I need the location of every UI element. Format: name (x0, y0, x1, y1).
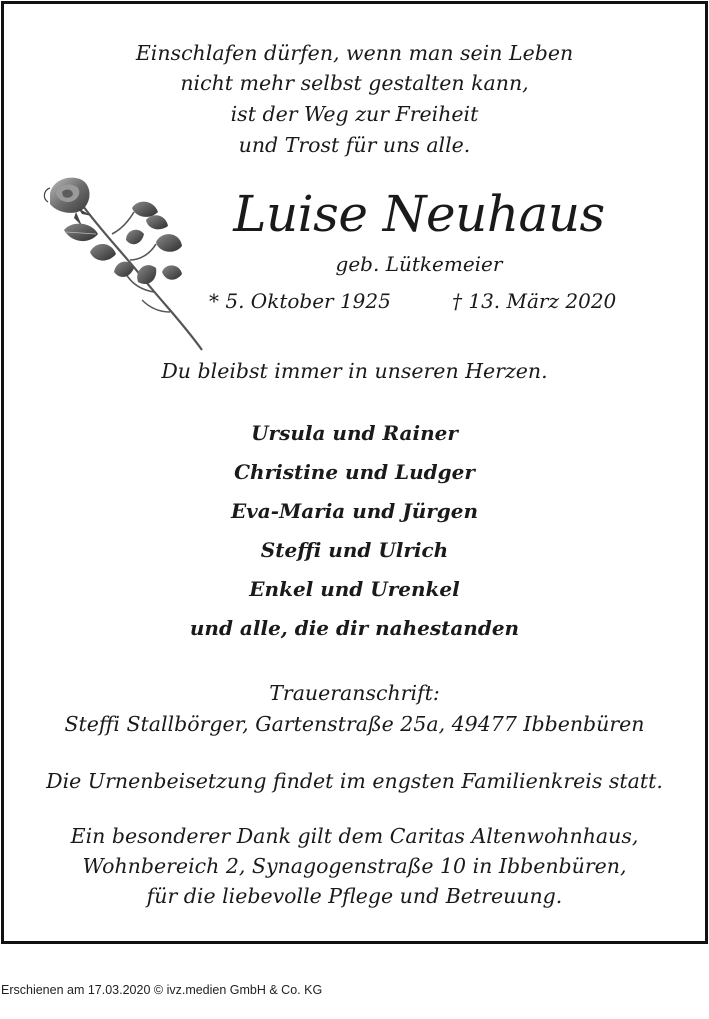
death-date: † 13. März 2020 (452, 289, 617, 313)
poem-line: ist der Weg zur Freiheit (230, 102, 479, 126)
mourner-line: und alle, die dir nahestanden (189, 616, 520, 640)
poem-line: und Trost für uns alle. (238, 133, 471, 157)
mourner-line: Enkel und Urenkel (249, 577, 460, 601)
address-label: Traueranschrift: (269, 681, 440, 705)
obituary-notice (1, 1, 708, 944)
birth-date: * 5. Oktober 1925 (209, 289, 391, 313)
poem-line: Einschlafen dürfen, wenn man sein Leben (135, 41, 574, 65)
deceased-name: Luise Neuhaus (233, 185, 605, 243)
mourner-line: Eva-Maria und Jürgen (230, 499, 479, 523)
rose-icon (42, 172, 207, 352)
thanks-line: für die liebevolle Pflege und Betreuung. (146, 884, 563, 908)
poem-line: nicht mehr selbst gestalten kann, (180, 71, 529, 95)
mourner-line: Christine und Ludger (234, 460, 475, 484)
thanks-line: Ein besonderer Dank gilt dem Caritas Altenwohnhaus, (70, 824, 639, 848)
mourner-line: Ursula und Rainer (251, 421, 458, 445)
motto: Du bleibst immer in unseren Herzen. (161, 359, 548, 383)
burial-note: Die Urnenbeisetzung findet im engsten Familienkreis statt. (46, 769, 663, 793)
thanks-line: Wohnbereich 2, Synagogenstraße 10 in Ibbenbüren, (82, 854, 627, 878)
address-value: Steffi Stallbörger, Gartenstraße 25a, 49477 Ibbenbüren (64, 712, 645, 736)
publication-footer: Erschienen am 17.03.2020 © ivz.medien GmbH & Co. KG (1, 983, 323, 997)
maiden-name: geb. Lütkemeier (335, 252, 503, 276)
mourner-line: Steffi und Ulrich (260, 538, 449, 562)
